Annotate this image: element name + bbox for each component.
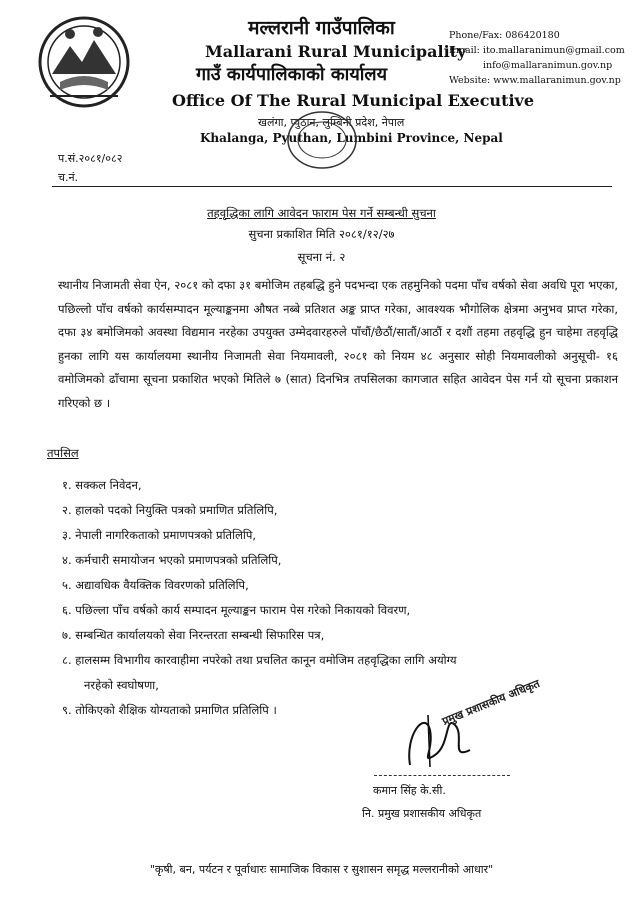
dispatch-number: च.नं.: [58, 171, 79, 184]
signatory-name: कमान सिंह के.सी.: [373, 784, 446, 797]
list-item: ५. अद्यावधिक वैयक्तिक विवरणको प्रतिलिपि,: [62, 578, 249, 592]
list-item: ३. नेपाली नागरिकताको प्रमाणपत्रको प्रतिलिपि,: [62, 528, 257, 542]
footer-slogan: "कृषी, बन, पर्यटन र पूर्वाधारः सामाजिक विकास र सुशासन समृद्ध मल्लरानीको आधार": [149, 863, 494, 876]
published-date: सुचना प्रकाशित मिति २०८१/१२/२७: [248, 227, 395, 241]
list-item: १. सक्कल निवेदन,: [62, 478, 142, 492]
reference-number: प.सं.२०८१/०८२: [58, 152, 123, 165]
notice-body: स्थानीय निजामती सेवा ऐन, २०८१ को दफा ३१ बमोजिम तहबद्धि हुने पदभन्दा एक तहमुनिको पदमा पाँच वर्षको सेवा अवधि पूरा भएका, पछिल्लो पाँच वर्षको कार्यसम्पादन मूल्याङ्कनमा औषत नब्बे प्रतिशत अङ्क प्राप्त गरेका, आवश्यक भौगोलिक क्षेत्रमा अनुभव प्राप्त गरेका, दफा ३४ बमोजिमको अवस्था विद्यमान नरहेका उपयुक्त उम्मेदवारहरुले पाँचौं/छैठौं/सातौं/आठौं र दशौं तहमा तहवृद्धि हुन चाहेमा तहवृद्धि हुनका लागि यस कार्यालयमा स्थानीय निजामती सेवा नियमावली, २०८१ को नियम ४८ अनुसार सोही नियमावलीको अनुसूची- १६ वमोजिमको ढाँचामा सूचना प्रकाशित भएको मितिले ७ (सात) दिनभित्र तपसिलका कागजात सहित आवेदन पेस गर्न यो सूचना प्रकाशन गरिएको छ ।: [58, 278, 618, 410]
office-name-np: गाउँ कार्यपालिकाको कार्यालय: [196, 64, 388, 85]
notice-number: सूचना नं. २: [297, 250, 346, 264]
list-item: ४. कर्मचारी समायोजन भएको प्रमाणपत्रको प्रतिलिपि,: [62, 553, 282, 567]
email-secondary[interactable]: info@mallaranimun.gov.np: [483, 60, 613, 71]
list-heading: तपसिल: [47, 446, 79, 460]
list-item: २. हालको पदको नियुक्ति पत्रको प्रमाणित प्रतिलिपि,: [62, 503, 278, 517]
phone-fax: Phone/Fax: 086420180: [449, 30, 560, 41]
address-en: Khalanga, Pyuthan, Lumbini Province, Nepal: [200, 131, 503, 145]
office-stamp-icon: [282, 105, 362, 175]
list-item: ८. हालसम्म विभागीय कारवाहीमा नपरेको तथा प्रचलित कानून वमोजिम तहवृद्धिका लागि अयोग्य: [62, 653, 457, 667]
municipality-name-en: Mallarani Rural Municipality: [205, 42, 467, 61]
list-item: ७. सम्बन्धित कार्यालयको सेवा निरन्तरता सम्बन्धी सिफारिस पत्र,: [62, 628, 325, 642]
email-primary[interactable]: Email: ito.mallaranimun@gmail.com: [449, 45, 625, 56]
designation-stamp: प्रमुख प्रशासकीय अधिकृत: [440, 676, 542, 728]
office-name-en: Office Of The Rural Municipal Executive: [172, 91, 535, 110]
list-item: ६. पछिल्ला पाँच वर्षको कार्य सम्पादन मूल्याङ्कन फाराम पेस गरेको निकायको विवरण,: [62, 603, 411, 617]
list-item-continuation: नरहेको स्वघोषणा,: [84, 678, 159, 692]
municipality-name-np: मल्लरानी गाउँपालिका: [248, 17, 395, 39]
signature-line: [374, 775, 510, 776]
notice-title: तहवृद्धिका लागि आवेदन फाराम पेस गर्ने सम्बन्धी सुचना: [207, 206, 436, 220]
list-item: ९. तोकिएको शैक्षिक योग्यताको प्रमाणित प्रतिलिपि ।: [62, 703, 277, 717]
website-link[interactable]: Website: www.mallaranimun.gov.np: [449, 75, 621, 86]
contact-block: [449, 28, 625, 88]
signatory-designation: नि. प्रमुख प्रशासकीय अधिकृत: [362, 807, 482, 820]
header-divider: [52, 186, 612, 187]
address-np: खलंगा, प्युठान, लुम्बिनी प्रदेश, नेपाल: [258, 116, 405, 129]
